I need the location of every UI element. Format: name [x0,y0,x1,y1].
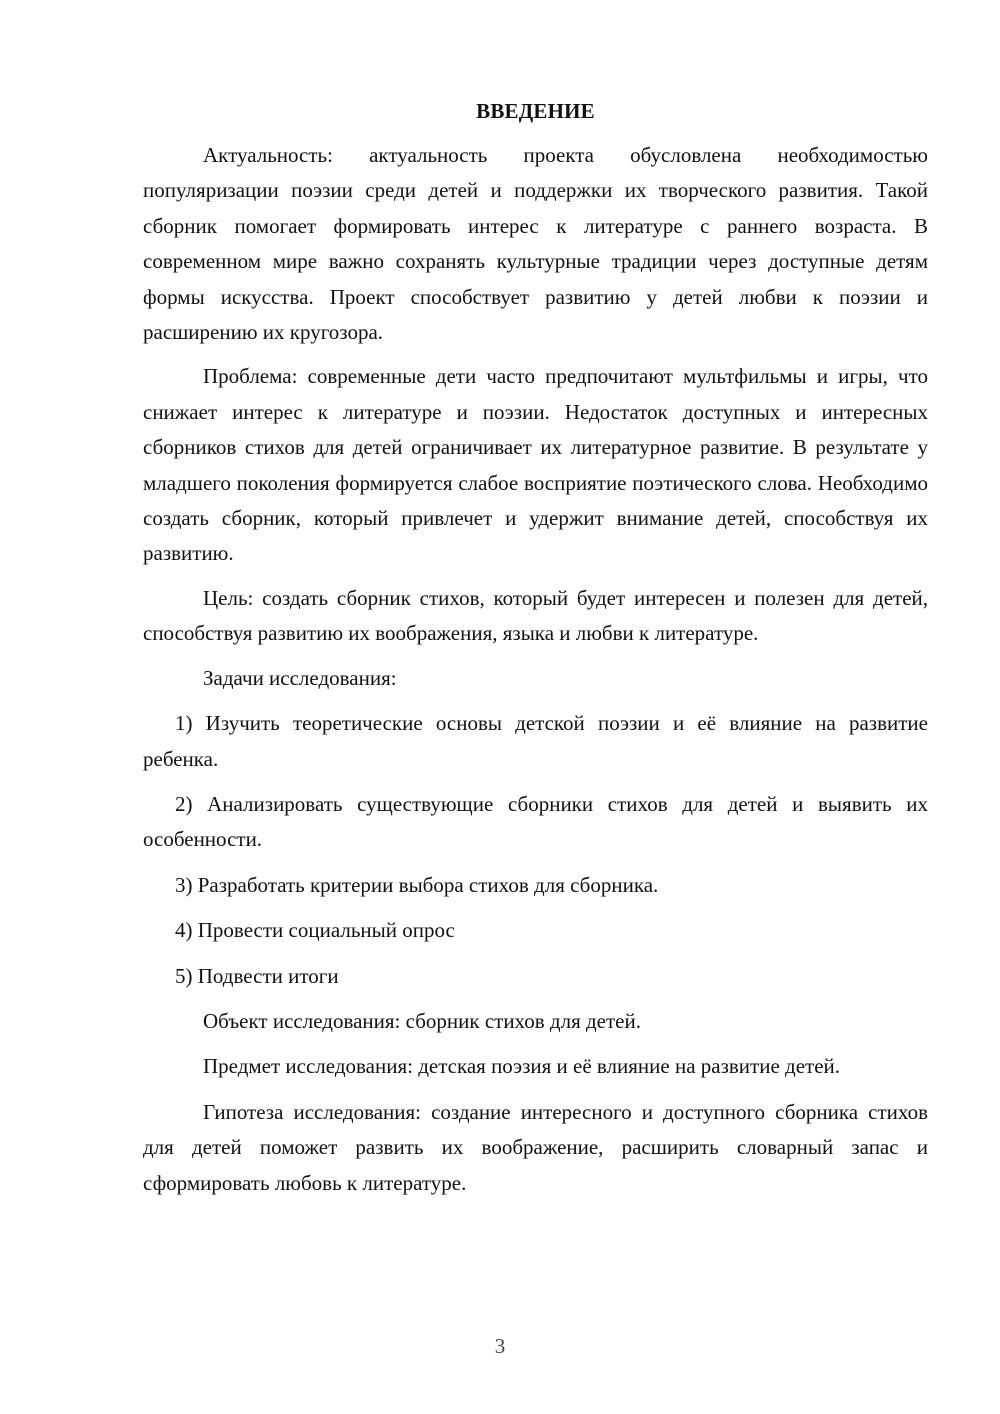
task-item-1: 1) Изучить теоретические основы детской поэзии и её влияние на развитие ребенка. [143,711,928,771]
paragraph-relevance: Актуальность: актуальность проекта обусловлена необходимостью популяризации поэзии среди детей и поддержки их творческого развития. Такой сборник помогает формировать интерес к литературе с раннего возраста. В современном мире важно сохранять культурные традиции через доступные детям формы искусства. Проект способствует развитию у детей любви к поэзии и расширению их кругозора. [143,143,928,345]
page-content [143,96,928,1201]
page-number: 3 [494,1334,506,1358]
paragraph-hypothesis: Гипотеза исследования: создание интересного и доступного сборника стихов для детей поможет развить их воображение, расширить словарный запас и сформировать любовь к литературе. [143,1099,928,1195]
task-item-2: 2) Анализировать существующие сборники стихов для детей и выявить их особенности. [143,791,928,852]
paragraph-object: Объект исследования: сборник стихов для детей. [203,1008,641,1033]
task-item-4: 4) Провести социальный опрос [175,918,455,943]
tasks-heading: Задачи исследования: [203,665,397,690]
paragraph-subject: Предмет исследования: детская поэзия и её влияние на развитие детей. [203,1054,841,1079]
section-title: ВВЕДЕНИЕ [476,99,595,123]
task-item-5: 5) Подвести итоги [175,963,339,988]
paragraph-goal: Цель: создать сборник стихов, который будет интересен и полезен для детей, способствуя развитию их воображения, языка и любви к литературе. [143,585,928,646]
paragraph-problem: Проблема: современные дети часто предпочитают мультфильмы и игры, что снижает интерес к литературе и поэзии. Недостаток доступных и интересных сборников стихов для детей ограничивает их литературное развитие. В результате у младшего поколения формируется слабое восприятие поэтического слова. Необходимо создать сборник, который привлечет и удержит внимание детей, способствуя их развитию. [143,364,928,566]
task-item-3: 3) Разработать критерии выбора стихов для сборника. [175,872,659,897]
